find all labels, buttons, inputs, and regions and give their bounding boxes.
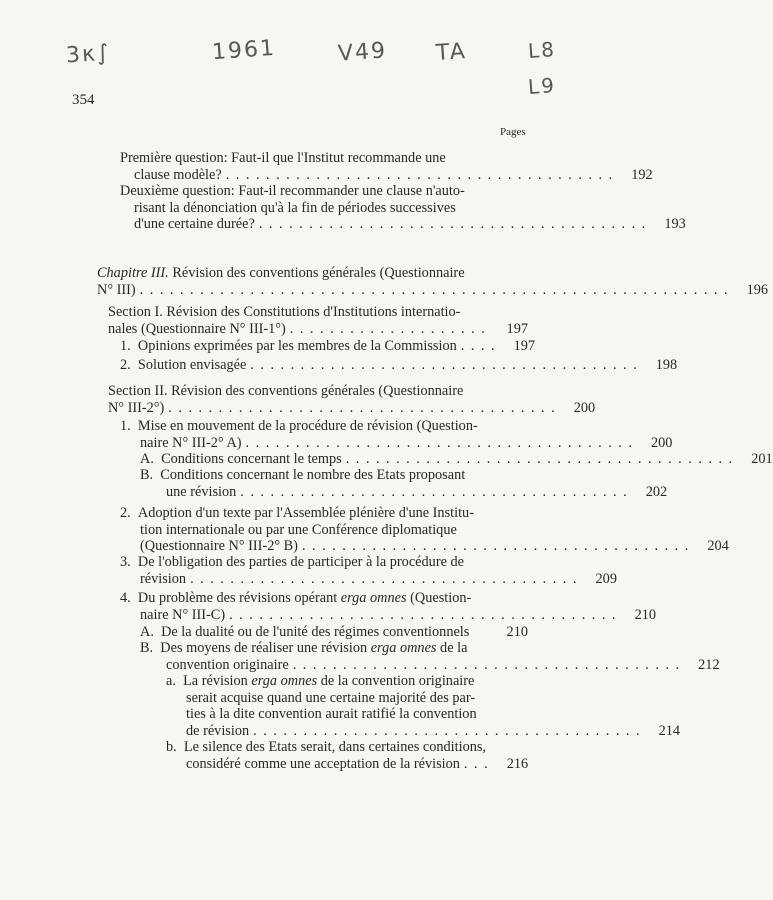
leader-dots: ....................................... <box>258 216 652 232</box>
leader-dots: ....................................... <box>168 399 562 416</box>
leader-dots: .... <box>460 338 502 354</box>
page-ref: 200 <box>573 399 596 416</box>
toc-entry-section-2-1: 1. Mise en mouvement de la procédure de révision (Question- naire N° III-2° A) ....................................... 200 <box>120 418 673 451</box>
toc-entry-premiere-question: Première question: Faut-il que l'Institut recommande une clause modèle? ....................................... 192 <box>120 150 653 183</box>
toc-entry-section-2-4-b: B. Des moyens de réaliser une révision erga omnes de la convention originaire ....................................... 212 <box>140 640 720 673</box>
page-ref: 216 <box>506 755 529 772</box>
page-ref: 197 <box>506 320 528 337</box>
toc-entry-chapitre-3: Chapitre III. Révision des conventions générales (Questionnaire N° III) ........................................................... 196 <box>97 265 769 298</box>
toc-entry-section-2-4: 4. Du problème des révisions opérant erga omnes (Question- naire N° III-C) ....................................... 210 <box>120 590 657 623</box>
handwritten-note-3: V49 <box>337 38 388 67</box>
leader-dots: ....................................... <box>345 451 739 467</box>
page-ref: 197 <box>513 338 536 354</box>
toc-entry-section-2: Section II. Révision des conventions générales (Questionnaire N° III-2°) ....................................... 200 <box>108 383 596 416</box>
toc-entry-section-2-3: 3. De l'obligation des parties de participer à la procédure de révision ....................................... 209 <box>120 554 617 587</box>
leader-dots: ....................................... <box>292 656 686 673</box>
page-ref: 198 <box>655 357 678 373</box>
page-ref: 192 <box>631 166 653 183</box>
handwritten-note-2: 1961 <box>211 35 277 66</box>
toc-entry-section-2-1-a: A. Conditions concernant le temps ....................................... 201 <box>140 451 773 467</box>
toc-entry-section-2-2: 2. Adoption d'un texte par l'Assemblée plénière d'une Institu- tion internationale ou par une Conférence diplomatique (Questionnaire N° III-2° B) ....................................... 204 <box>120 505 729 554</box>
page-ref: 210 <box>506 624 528 640</box>
toc-entry-section-2-4-b-a: a. La révision erga omnes de la convention originaire serait acquise quand une certaine majorité des par- ties à la dite convention aurait ratifié la convention de révision ....................................... 214 <box>166 673 681 739</box>
page-ref: 200 <box>651 434 673 451</box>
page-ref: 214 <box>658 722 681 739</box>
page-ref: 204 <box>707 538 729 554</box>
leader-dots: ....................................... <box>240 483 634 500</box>
toc-entry-section-2-1-b: B. Conditions concernant le nombre des Etats proposant une révision ....................................... 202 <box>140 467 668 500</box>
handwritten-note-1: 3κ∫ <box>65 40 112 69</box>
leader-dots: ....................................... <box>190 570 583 587</box>
toc-entry-section-2-4-b-b: b. Le silence des Etats serait, dans certaines conditions, considéré comme une acceptation de la révision ... 216 <box>166 739 529 772</box>
toc-entry-section-1: Section I. Révision des Constitutions d'Institutions internatio- nales (Questionnaire N° III-1°) .................... 197 <box>108 304 528 337</box>
leader-dots: ... <box>463 755 495 772</box>
page-ref: 209 <box>595 570 617 587</box>
handwritten-note-5: L8 <box>527 37 557 63</box>
leader-dots: ........................................................... <box>139 281 735 298</box>
toc-entry-section-2-4-a: A. De la dualité ou de l'unité des régimes conventionnels 210 <box>140 624 528 640</box>
page-ref: 193 <box>664 216 686 232</box>
leader-dots: ....................................... <box>301 538 695 554</box>
page-number: 354 <box>72 92 95 108</box>
page-ref: 212 <box>698 656 720 673</box>
handwritten-note-6: L9 <box>527 73 557 99</box>
leader-dots: ....................................... <box>225 166 619 183</box>
page-ref: 210 <box>634 606 657 623</box>
page-ref: 196 <box>746 281 769 298</box>
page-ref: 202 <box>645 483 668 500</box>
leader-dots: .................... <box>289 320 492 337</box>
pages-column-header: Pages <box>500 126 526 138</box>
handwritten-note-4: TA <box>435 38 468 67</box>
toc-entry-section-1-1: 1. Opinions exprimées par les membres de la Commission .... 197 <box>120 338 536 354</box>
leader-dots: ....................................... <box>229 606 623 623</box>
leader-dots: ....................................... <box>245 434 639 451</box>
toc-entry-section-1-2: 2. Solution envisagée ....................................... 198 <box>120 357 678 373</box>
page-ref: 201 <box>751 451 773 467</box>
leader-dots: ....................................... <box>253 722 647 739</box>
leader-dots: ....................................... <box>250 357 644 373</box>
toc-entry-deuxieme-question: Deuxième question: Faut-il recommander une clause n'auto- risant la dénonciation qu'à la fin de périodes successives d'une certaine durée? ....................................... 193 <box>120 183 686 232</box>
